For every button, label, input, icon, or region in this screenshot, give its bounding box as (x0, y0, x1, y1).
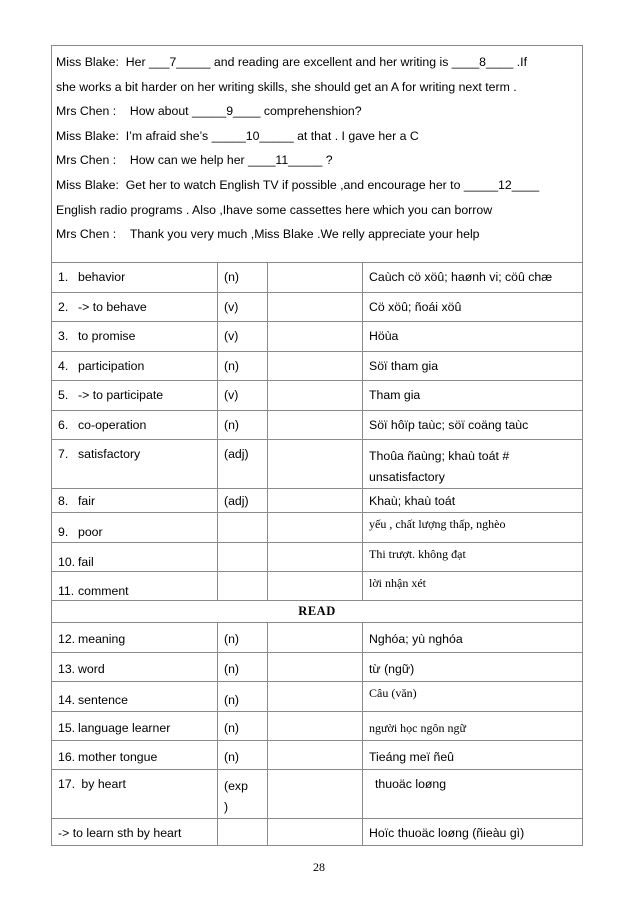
line-text: How about _____9____ comprehenshion? (129, 104, 362, 119)
part-of-speech (218, 513, 268, 543)
word: -> to behave (78, 300, 147, 314)
part-of-speech: (v) (218, 293, 268, 322)
word-cell (52, 411, 218, 440)
item-number: 17. (58, 777, 76, 791)
part-of-speech: (adj) (218, 440, 268, 489)
blank-cell (268, 682, 363, 712)
word-cell (52, 623, 218, 653)
item-number: 2. (58, 300, 69, 314)
meaning: Höùa (363, 322, 583, 352)
meaning: Tham gia (363, 381, 583, 411)
page-number: 28 (313, 860, 325, 874)
item-number: 15. (58, 721, 76, 735)
pos-line: ) (224, 800, 229, 814)
vocab-row (52, 322, 583, 352)
item-number: 12. (58, 632, 76, 646)
dialogue-line (56, 200, 576, 225)
item-number: 7. (58, 447, 69, 461)
vocab-row (52, 381, 583, 411)
line-text: Get her to watch English TV if possible ,and encourage her to _____12____ (125, 177, 540, 192)
blank-cell (268, 572, 363, 601)
item-number: 4. (58, 359, 69, 373)
part-of-speech: (v) (218, 322, 268, 352)
vocab-row (52, 741, 583, 770)
word: word (78, 662, 105, 676)
word-cell (52, 352, 218, 381)
word: -> to learn sth by heart (58, 826, 182, 840)
blank-cell (268, 741, 363, 770)
word-cell (52, 322, 218, 352)
word: poor (78, 525, 103, 539)
vocab-row (52, 682, 583, 712)
item-number: 9. (58, 525, 69, 539)
vocab-row (52, 293, 583, 322)
dialogue-line (56, 101, 576, 126)
blank-cell (268, 263, 363, 293)
word: meaning (78, 632, 126, 646)
line-text: I’m afraid she’s _____10_____ at that . I gave her a C (125, 128, 419, 143)
dialogue-cell (52, 46, 583, 263)
meaning: từ (ngữ) (363, 653, 583, 682)
vocab-row (52, 352, 583, 381)
speaker: Mrs Chen : (56, 153, 117, 168)
meaning (363, 440, 583, 489)
item-number: 11. (58, 584, 75, 598)
blank-cell (268, 712, 363, 741)
dialogue-line (56, 224, 576, 249)
part-of-speech (218, 770, 268, 819)
item-number: 5. (58, 388, 69, 402)
vocab-row (52, 263, 583, 293)
meaning-line: Thoûa ñaùng; khaù toát # (369, 449, 510, 463)
meaning: Caùch cö xöû; haønh vi; cöû chæ (363, 263, 583, 293)
word: fair (78, 494, 96, 508)
blank-cell (268, 770, 363, 819)
meaning-line: unsatisfactory (369, 470, 445, 484)
meaning: thuoäc loøng (363, 770, 583, 819)
vocab-row (52, 712, 583, 741)
vocab-row (52, 513, 583, 543)
meaning: yếu , chất lượng thấp, nghèo (363, 513, 583, 543)
part-of-speech: (n) (218, 712, 268, 741)
part-of-speech: (n) (218, 741, 268, 770)
part-of-speech: (n) (218, 352, 268, 381)
part-of-speech: (n) (218, 263, 268, 293)
word: behavior (78, 270, 126, 284)
item-number: 1. (58, 270, 69, 284)
blank-cell (268, 322, 363, 352)
word-cell (52, 819, 218, 846)
blank-cell (268, 352, 363, 381)
item-number: 13. (58, 662, 76, 676)
speaker: Mrs Chen : (56, 227, 117, 242)
word-cell (52, 653, 218, 682)
word: mother tongue (78, 750, 158, 764)
line-text: English radio programs . Also ,Ihave some cassettes here which you can borrow (56, 202, 493, 217)
word-cell (52, 263, 218, 293)
vocab-row (52, 543, 583, 572)
word-cell (52, 293, 218, 322)
dialogue-line (56, 52, 576, 77)
word: fail (78, 555, 94, 569)
part-of-speech (218, 572, 268, 601)
vocab-row (52, 440, 583, 489)
pos-line: (exp (224, 779, 248, 793)
word-cell (52, 543, 218, 572)
blank-cell (268, 489, 363, 513)
meaning: Khaù; khaù toát (363, 489, 583, 513)
item-number: 8. (58, 494, 69, 508)
meaning: Nghóa; yù nghóa (363, 623, 583, 653)
meaning: Câu (văn) (363, 682, 583, 712)
blank-cell (268, 623, 363, 653)
blank-cell (268, 381, 363, 411)
dialogue-line (56, 150, 576, 175)
word-cell (52, 741, 218, 770)
part-of-speech: (adj) (218, 489, 268, 513)
meaning: lời nhận xét (363, 572, 583, 601)
word-cell (52, 440, 218, 489)
vocab-row (52, 623, 583, 653)
word-cell (52, 489, 218, 513)
meaning: Thi trượt. không đạt (363, 543, 583, 572)
word: comment (78, 584, 129, 598)
section-heading: READ (52, 601, 583, 623)
word-cell (52, 682, 218, 712)
meaning: Söï hôïp taùc; söï coäng taùc (363, 411, 583, 440)
vocab-row (52, 411, 583, 440)
part-of-speech: (n) (218, 411, 268, 440)
word: -> to participate (78, 388, 164, 402)
meaning: Tieáng meï ñeû (363, 741, 583, 770)
word: sentence (78, 693, 128, 707)
word: co-operation (78, 418, 147, 432)
part-of-speech: (v) (218, 381, 268, 411)
word-cell (52, 381, 218, 411)
dialogue-line (56, 126, 576, 151)
part-of-speech: (n) (218, 682, 268, 712)
line-text: Thank you very much ,Miss Blake .We relly appreciate your help (129, 227, 480, 242)
section-heading-row (52, 601, 583, 623)
vocab-row (52, 770, 583, 819)
vocab-row (52, 572, 583, 601)
part-of-speech (218, 819, 268, 846)
item-number: 10. (58, 555, 76, 569)
word-cell (52, 770, 218, 819)
word-cell (52, 513, 218, 543)
blank-cell (268, 543, 363, 572)
speaker: Miss Blake: (56, 177, 119, 192)
dialogue-line (56, 175, 576, 200)
dialogue-line (56, 77, 576, 102)
speaker: Mrs Chen : (56, 104, 117, 119)
blank-cell (268, 293, 363, 322)
vocab-row (52, 653, 583, 682)
speaker: Miss Blake: (56, 128, 119, 143)
lesson-table (51, 45, 583, 846)
line-text: Her ___7_____ and reading are excellent and her writing is ____8____ .If (125, 55, 528, 69)
word: participation (78, 359, 145, 373)
item-number: 3. (58, 329, 69, 343)
blank-cell (268, 819, 363, 846)
vocab-row (52, 489, 583, 513)
blank-cell (268, 653, 363, 682)
item-number: 6. (58, 418, 69, 432)
word-cell (52, 572, 218, 601)
word-cell (52, 712, 218, 741)
speaker: Miss Blake: (56, 55, 119, 69)
meaning: Hoïc thuoäc loøng (ñieàu gì) (363, 819, 583, 846)
word: by heart (81, 777, 126, 791)
line-text: she works a bit harder on her writing skills, she should get an A for writing next term . (56, 79, 517, 94)
word: satisfactory (78, 447, 141, 461)
dialogue-row (52, 46, 583, 263)
meaning: Cö xöû; ñoái xöû (363, 293, 583, 322)
word: language learner (78, 721, 171, 735)
meaning: người học ngôn ngữ (363, 712, 583, 741)
item-number: 14. (58, 693, 76, 707)
item-number: 16. (58, 750, 76, 764)
part-of-speech: (n) (218, 653, 268, 682)
blank-cell (268, 513, 363, 543)
meaning: Söï tham gia (363, 352, 583, 381)
line-text: How can we help her ____11_____ ? (129, 153, 333, 168)
blank-cell (268, 411, 363, 440)
part-of-speech (218, 543, 268, 572)
word: to promise (78, 329, 136, 343)
part-of-speech: (n) (218, 623, 268, 653)
blank-cell (268, 440, 363, 489)
vocab-row (52, 819, 583, 846)
